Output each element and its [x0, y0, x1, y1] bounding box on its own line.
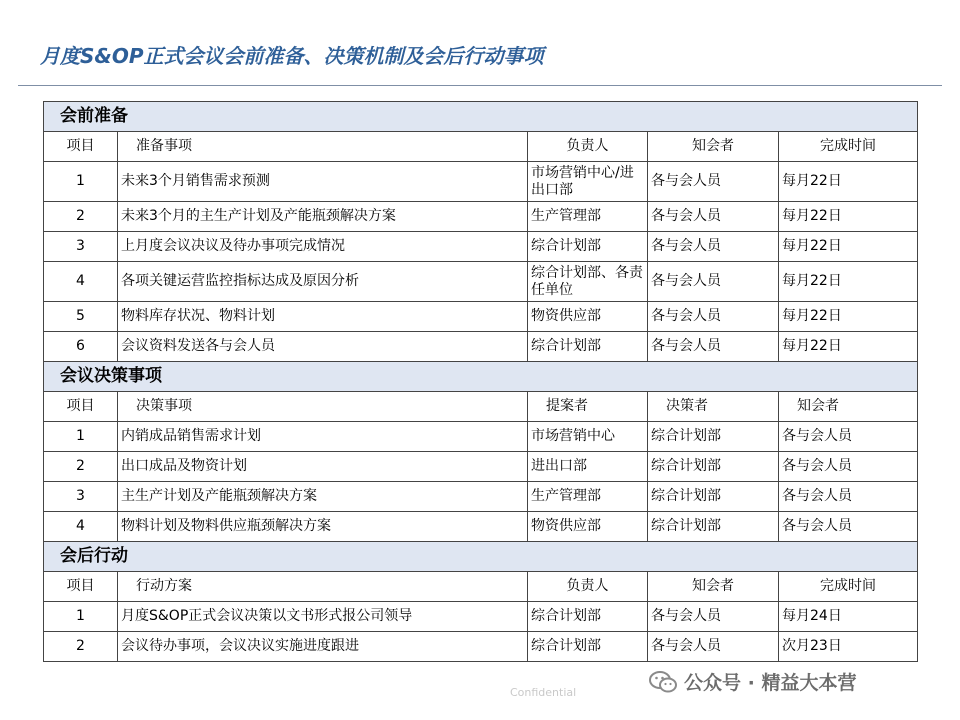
watermark-text: 公众号 · 精益大本营 — [684, 672, 857, 694]
table-row — [44, 262, 918, 302]
table-cell: 综合计划部 — [528, 602, 648, 632]
table-cell: 3 — [44, 482, 118, 512]
column-header: 项目 — [44, 392, 118, 422]
table-cell: 会议资料发送各与会人员 — [118, 332, 528, 362]
table-cell: 各项关键运营监控指标达成及原因分析 — [118, 262, 528, 302]
column-header: 知会者 — [648, 572, 779, 602]
column-header: 完成时间 — [779, 132, 918, 162]
table-cell: 市场营销中心 — [528, 422, 648, 452]
column-header-row — [44, 572, 918, 602]
column-header: 知会者 — [779, 392, 918, 422]
table-cell: 出口成品及物资计划 — [118, 452, 528, 482]
table-cell: 各与会人员 — [648, 232, 779, 262]
section-heading: 会前准备 — [44, 102, 918, 132]
table-cell: 每月22日 — [779, 162, 918, 202]
table-cell: 各与会人员 — [648, 332, 779, 362]
section-decisions — [44, 362, 918, 392]
table-cell: 各与会人员 — [648, 262, 779, 302]
column-header: 项目 — [44, 132, 118, 162]
table-cell: 物资供应部 — [528, 302, 648, 332]
table-cell: 每月22日 — [779, 202, 918, 232]
column-header: 知会者 — [648, 132, 779, 162]
page-title: 月度S&OP正式会议会前准备、决策机制及会后行动事项 — [40, 44, 544, 68]
table-cell: 1 — [44, 162, 118, 202]
table-cell: 各与会人员 — [648, 202, 779, 232]
table-cell: 4 — [44, 512, 118, 542]
table-cell: 每月22日 — [779, 332, 918, 362]
table-cell: 各与会人员 — [648, 632, 779, 662]
table-row — [44, 232, 918, 262]
table-cell: 1 — [44, 422, 118, 452]
table-cell: 未来3个月的主生产计划及产能瓶颈解决方案 — [118, 202, 528, 232]
column-header: 决策者 — [648, 392, 779, 422]
table-cell: 生产管理部 — [528, 202, 648, 232]
table-cell: 物料库存状况、物料计划 — [118, 302, 528, 332]
sop-meeting-table — [43, 101, 918, 662]
table-row — [44, 632, 918, 662]
table-cell: 2 — [44, 202, 118, 232]
table-cell: 市场营销中心/进出口部 — [528, 162, 648, 202]
table-cell: 次月23日 — [779, 632, 918, 662]
watermark — [648, 668, 856, 695]
table-cell: 各与会人员 — [779, 482, 918, 512]
column-header-row — [44, 392, 918, 422]
confidential-label: Confidential — [510, 686, 577, 699]
section-heading: 会议决策事项 — [44, 362, 918, 392]
table-cell: 上月度会议决议及待办事项完成情况 — [118, 232, 528, 262]
column-header: 行动方案 — [118, 572, 528, 602]
table-cell: 主生产计划及产能瓶颈解决方案 — [118, 482, 528, 512]
table-cell: 6 — [44, 332, 118, 362]
table-cell: 各与会人员 — [648, 602, 779, 632]
table-cell: 综合计划部 — [648, 482, 779, 512]
table-cell: 综合计划部 — [648, 452, 779, 482]
table-cell: 综合计划部 — [528, 232, 648, 262]
table-cell: 每月22日 — [779, 262, 918, 302]
column-header: 准备事项 — [118, 132, 528, 162]
table-row — [44, 332, 918, 362]
table-cell: 未来3个月销售需求预测 — [118, 162, 528, 202]
table-cell: 各与会人员 — [779, 422, 918, 452]
table-cell: 3 — [44, 232, 118, 262]
table-cell: 各与会人员 — [779, 452, 918, 482]
table-cell: 综合计划部 — [528, 332, 648, 362]
table-cell: 综合计划部 — [648, 422, 779, 452]
table-cell: 物资供应部 — [528, 512, 648, 542]
column-header-row — [44, 132, 918, 162]
table-cell: 每月24日 — [779, 602, 918, 632]
column-header: 完成时间 — [779, 572, 918, 602]
section-pre-meeting — [44, 102, 918, 132]
table-cell: 生产管理部 — [528, 482, 648, 512]
wechat-icon — [648, 670, 678, 694]
table-cell: 5 — [44, 302, 118, 332]
table-cell: 各与会人员 — [779, 512, 918, 542]
table-cell: 会议待办事项，会议决议实施进度跟进 — [118, 632, 528, 662]
table-cell: 内销成品销售需求计划 — [118, 422, 528, 452]
table-row — [44, 512, 918, 542]
table-cell: 进出口部 — [528, 452, 648, 482]
column-header: 项目 — [44, 572, 118, 602]
table-cell: 综合计划部 — [648, 512, 779, 542]
table-cell: 月度S&OP正式会议决策以文书形式报公司领导 — [118, 602, 528, 632]
table-cell: 各与会人员 — [648, 162, 779, 202]
table-row — [44, 162, 918, 202]
title-divider — [18, 85, 942, 86]
column-header: 决策事项 — [118, 392, 528, 422]
table-row — [44, 452, 918, 482]
column-header: 负责人 — [528, 572, 648, 602]
table-cell: 2 — [44, 632, 118, 662]
table-cell: 综合计划部、各责任单位 — [528, 262, 648, 302]
table-cell: 综合计划部 — [528, 632, 648, 662]
table-cell: 物料计划及物料供应瓶颈解决方案 — [118, 512, 528, 542]
section-heading: 会后行动 — [44, 542, 918, 572]
table-row — [44, 202, 918, 232]
section-post-meeting — [44, 542, 918, 572]
column-header: 负责人 — [528, 132, 648, 162]
table-row — [44, 602, 918, 632]
table-row — [44, 422, 918, 452]
table-cell: 4 — [44, 262, 118, 302]
table-cell: 各与会人员 — [648, 302, 779, 332]
column-header: 提案者 — [528, 392, 648, 422]
table-cell: 1 — [44, 602, 118, 632]
table-cell: 每月22日 — [779, 302, 918, 332]
table-cell: 2 — [44, 452, 118, 482]
table-cell: 每月22日 — [779, 232, 918, 262]
table-row — [44, 482, 918, 512]
table-row — [44, 302, 918, 332]
